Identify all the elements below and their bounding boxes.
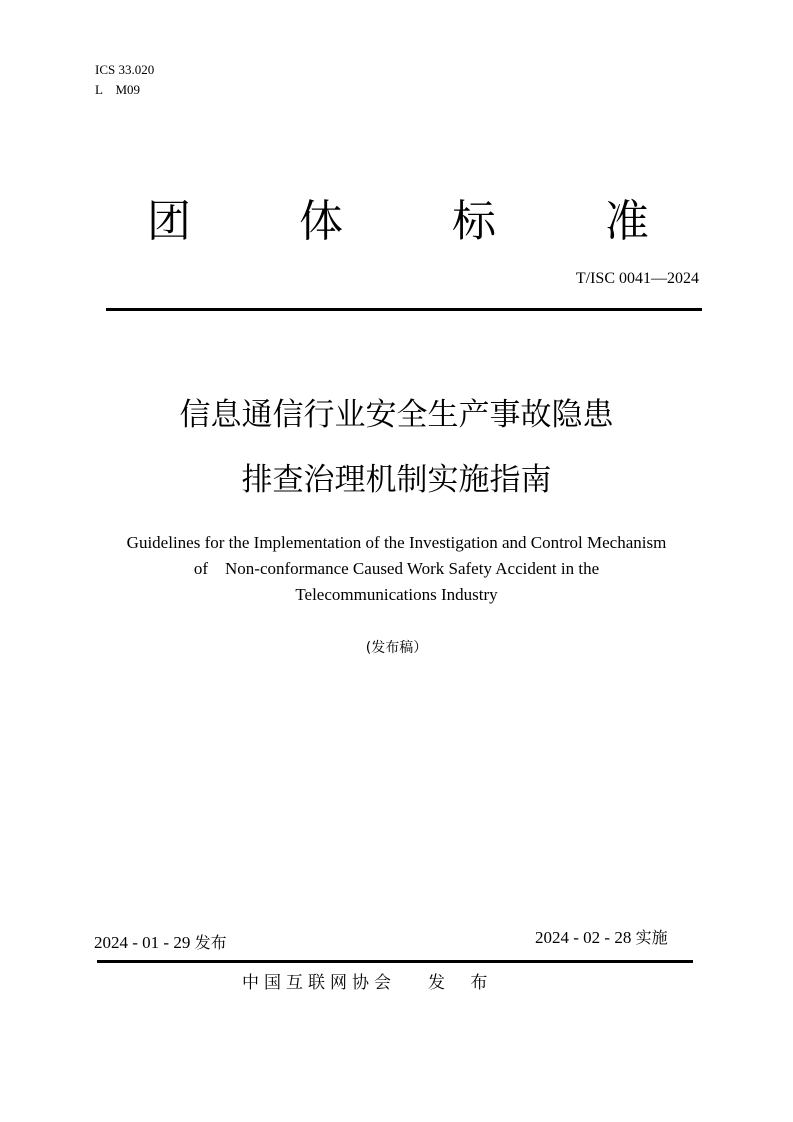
implement-date	[535, 925, 668, 948]
category-char: 团	[147, 196, 191, 247]
draft-status: (发布稿）	[365, 640, 428, 656]
title-cn-line-1: 信息通信行业安全生产事故隐患	[179, 397, 614, 433]
title-en-line-3: Telecommunications Industry	[295, 585, 498, 604]
release-date	[94, 930, 227, 953]
title-en-line-1: Guidelines for the Implementation of the Investigation and Control Mechanism	[126, 533, 667, 552]
category-char: 准	[605, 196, 649, 247]
title-en-line-2: of Non-conformance Caused Work Safety Accident in the	[193, 559, 600, 578]
ccs-code: L M09	[95, 82, 141, 97]
publisher	[242, 968, 497, 993]
standard-code: T/ISC 0041—2024	[575, 270, 699, 287]
release-date-value: 2024 - 01 - 29	[94, 933, 191, 952]
category-char: 标	[452, 196, 496, 247]
implement-date-value: 2024 - 02 - 28	[535, 928, 632, 947]
release-label: 发布	[194, 933, 227, 952]
ics-code: ICS 33.020	[95, 62, 155, 77]
implement-label: 实施	[635, 928, 668, 947]
classification-codes	[95, 60, 154, 100]
divider-top	[106, 308, 702, 311]
divider-bottom	[97, 960, 693, 963]
title-en	[0, 530, 793, 608]
title-cn-line-2: 排查治理机制实施指南	[241, 462, 552, 498]
category-char: 体	[299, 196, 343, 247]
publisher-name: 中国互联网协会	[242, 973, 396, 993]
publisher-verb: 发 布	[428, 973, 498, 993]
